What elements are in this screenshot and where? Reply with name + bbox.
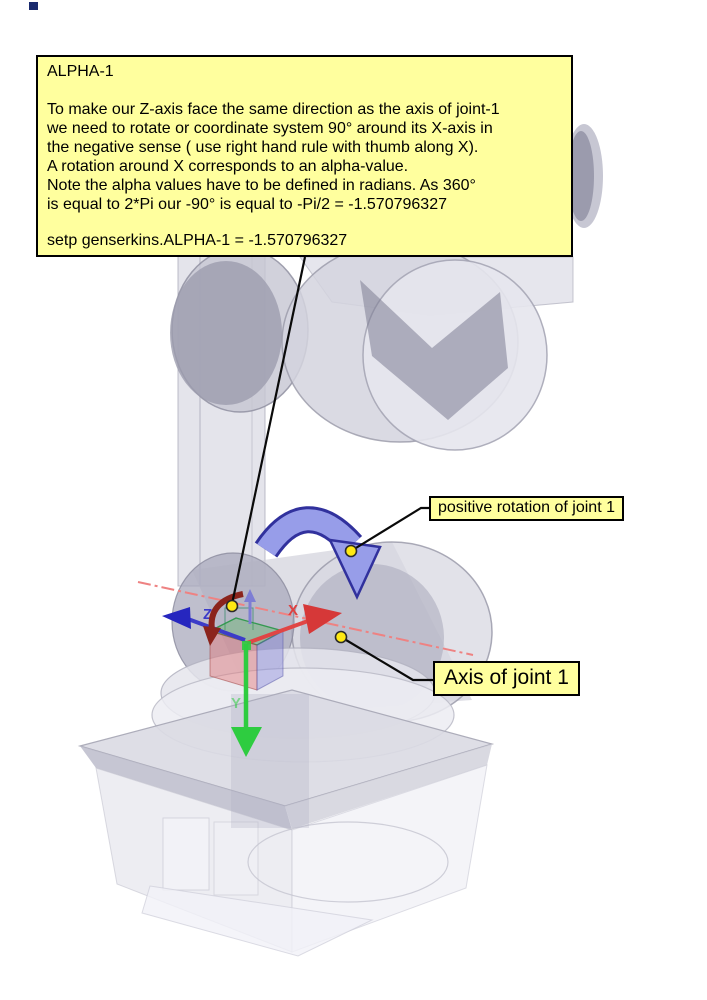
positive-rotation-callout: positive rotation of joint 1 bbox=[429, 496, 624, 521]
corner-artifact-mark bbox=[29, 2, 38, 10]
note-line: To make our Z-axis face the same direction as the axis of joint-1 bbox=[47, 101, 500, 118]
note-line: is equal to 2*Pi our -90° is equal to -Pi/2 = -1.570796327 bbox=[47, 196, 447, 213]
robot-base bbox=[80, 690, 492, 956]
setp-command-text: setp genserkins.ALPHA-1 = -1.570796327 bbox=[47, 232, 348, 249]
note-line: the negative sense ( use right hand rule with thumb along X). bbox=[47, 139, 479, 156]
note-line: A rotation around X corresponds to an alpha-value. bbox=[47, 158, 409, 175]
alpha-anchor-dot bbox=[227, 601, 238, 612]
rotation-anchor-dot bbox=[346, 546, 357, 557]
x-axis-label: X bbox=[288, 602, 299, 619]
note-line: Note the alpha values have to be defined in radians. As 360° bbox=[47, 177, 476, 194]
z-axis-label: Z bbox=[203, 606, 213, 623]
axis-of-joint1-callout: Axis of joint 1 bbox=[433, 661, 580, 696]
note-line: we need to rotate or coordinate system 90° around its X-axis in bbox=[47, 120, 493, 137]
alpha1-note-box bbox=[36, 55, 573, 257]
note-title: ALPHA-1 bbox=[47, 63, 114, 80]
y-axis-label: Y bbox=[231, 695, 242, 712]
axis-anchor-dot bbox=[336, 632, 347, 643]
